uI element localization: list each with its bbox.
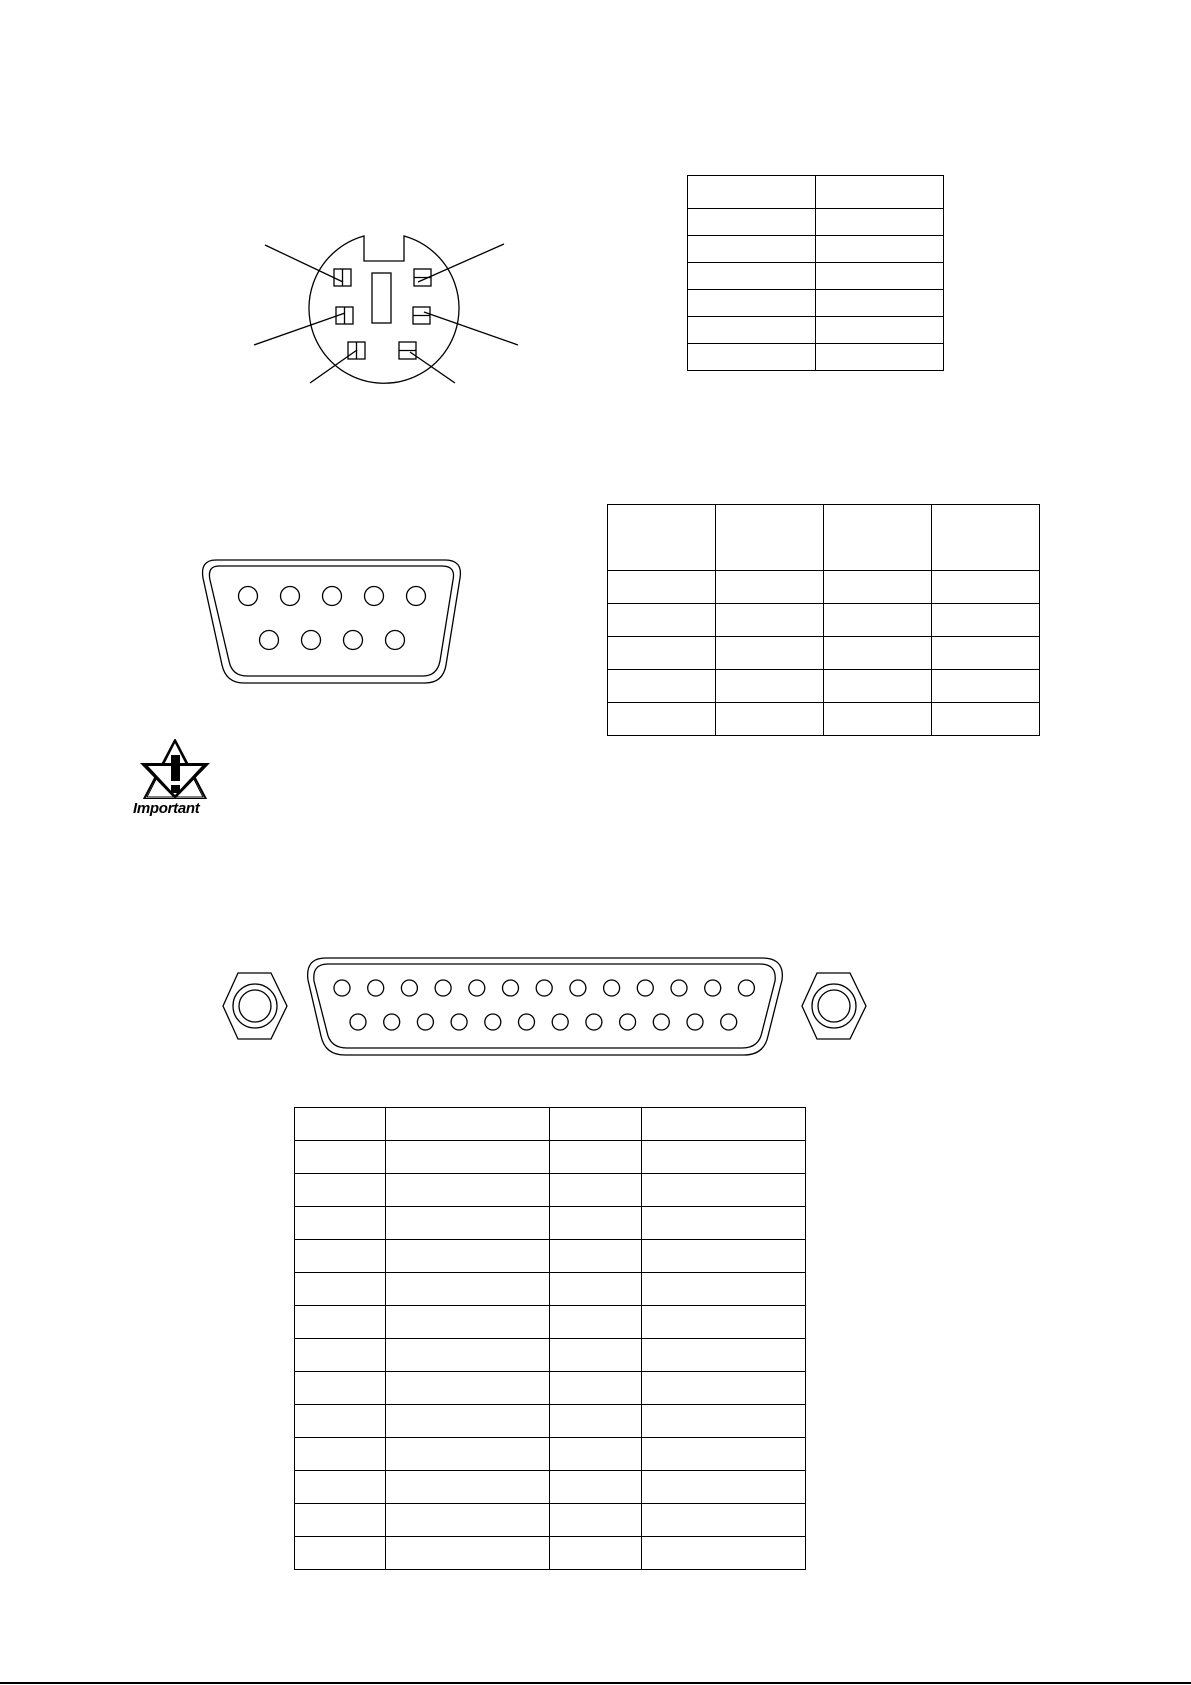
important-label: Important [133, 800, 200, 817]
table-header-cell [824, 505, 932, 571]
table-cell [386, 1207, 550, 1240]
table-cell [295, 1207, 386, 1240]
table-cell [295, 1504, 386, 1537]
connector-pin [620, 1014, 636, 1030]
table-cell [642, 1471, 806, 1504]
table-cell [386, 1174, 550, 1207]
table-cell [386, 1471, 550, 1504]
table-cell [816, 344, 944, 371]
table-row [295, 1240, 806, 1273]
table-cell [386, 1372, 550, 1405]
connector-pin [344, 631, 363, 650]
table-cell [688, 263, 816, 290]
table-cell [386, 1537, 550, 1570]
table-row [295, 1174, 806, 1207]
d-sub-9-pin-icon [198, 552, 468, 688]
table-cell [716, 571, 824, 604]
connector-pin [485, 1014, 501, 1030]
table-cell [642, 1306, 806, 1339]
table-row [295, 1207, 806, 1240]
table-cell [550, 1504, 642, 1537]
table-header-cell [386, 1108, 550, 1141]
warning-exclamation-icon [135, 739, 215, 799]
table-cell [386, 1306, 550, 1339]
table-cell [386, 1240, 550, 1273]
table-cell [688, 176, 816, 209]
table-row [295, 1471, 806, 1504]
table-header-cell [716, 505, 824, 571]
table-cell [642, 1207, 806, 1240]
connector-pin [384, 1014, 400, 1030]
table-cell [295, 1306, 386, 1339]
table-row [295, 1273, 806, 1306]
d-sub-25-pin-icon [220, 950, 870, 1060]
connector-pin [738, 980, 754, 996]
connector-pin [239, 587, 258, 606]
connector-pin [469, 980, 485, 996]
table-cell [550, 1240, 642, 1273]
connector-pin [451, 1014, 467, 1030]
table-cell [642, 1240, 806, 1273]
d-sub-9-pinout-table [607, 504, 1040, 736]
table-cell [550, 1438, 642, 1471]
table-cell [295, 1405, 386, 1438]
connector-pin [687, 1014, 703, 1030]
table-cell [642, 1537, 806, 1570]
connector-pin [653, 1014, 669, 1030]
table-cell [816, 209, 944, 236]
connector-pin [407, 587, 426, 606]
table-row [295, 1504, 806, 1537]
table-header-cell [642, 1108, 806, 1141]
table-cell [386, 1273, 550, 1306]
table-cell [688, 290, 816, 317]
table-cell [816, 290, 944, 317]
table-cell [295, 1174, 386, 1207]
connector-pin [386, 631, 405, 650]
table-cell [386, 1141, 550, 1174]
table-cell [550, 1471, 642, 1504]
connector-pin [350, 1014, 366, 1030]
connector-pin [586, 1014, 602, 1030]
table-cell [642, 1273, 806, 1306]
table-cell [932, 703, 1040, 736]
connector-pin [671, 980, 687, 996]
table-cell [550, 1405, 642, 1438]
table-cell [608, 703, 716, 736]
connector-pin [705, 980, 721, 996]
table-cell [642, 1339, 806, 1372]
table-cell [295, 1240, 386, 1273]
table-cell [816, 263, 944, 290]
table-cell [608, 637, 716, 670]
table-cell [608, 670, 716, 703]
table-row [295, 1405, 806, 1438]
table-cell [716, 670, 824, 703]
table-cell [295, 1141, 386, 1174]
table-cell [932, 670, 1040, 703]
table-cell [386, 1504, 550, 1537]
table-cell [295, 1438, 386, 1471]
table-row [295, 1306, 806, 1339]
connector-pin [435, 980, 451, 996]
table-cell [642, 1504, 806, 1537]
table-cell [642, 1141, 806, 1174]
table-row [295, 1372, 806, 1405]
connector-pin [503, 980, 519, 996]
table-cell [642, 1174, 806, 1207]
table-header-cell [295, 1108, 386, 1141]
connector-pin [637, 980, 653, 996]
table-cell [688, 344, 816, 371]
connector-pin [604, 980, 620, 996]
table-row [295, 1438, 806, 1471]
table-cell [824, 604, 932, 637]
connector-pin [401, 980, 417, 996]
table-cell [824, 670, 932, 703]
table-cell [642, 1372, 806, 1405]
table-cell [608, 571, 716, 604]
mini-din-pinout-table [687, 175, 944, 371]
table-cell [688, 236, 816, 263]
table-cell [295, 1372, 386, 1405]
table-row [295, 1339, 806, 1372]
table-row [295, 1108, 806, 1141]
connector-pin [536, 980, 552, 996]
table-cell [932, 571, 1040, 604]
table-cell [550, 1537, 642, 1570]
table-cell [550, 1207, 642, 1240]
connector-pin [323, 587, 342, 606]
connector-pin [519, 1014, 535, 1030]
connector-pin [281, 587, 300, 606]
table-cell [295, 1339, 386, 1372]
table-cell [386, 1339, 550, 1372]
table-cell [386, 1438, 550, 1471]
table-cell [295, 1537, 386, 1570]
table-cell [816, 317, 944, 344]
table-header-cell [550, 1108, 642, 1141]
table-cell [688, 209, 816, 236]
table-cell [608, 604, 716, 637]
table-cell [550, 1306, 642, 1339]
table-cell [824, 637, 932, 670]
table-header-cell [932, 505, 1040, 571]
page-bottom-rule [0, 1682, 1191, 1684]
table-header-cell [608, 505, 716, 571]
table-cell [550, 1339, 642, 1372]
connector-pin [552, 1014, 568, 1030]
table-cell [550, 1372, 642, 1405]
table-cell [816, 236, 944, 263]
table-cell [642, 1405, 806, 1438]
connector-pin [365, 587, 384, 606]
connector-pin [721, 1014, 737, 1030]
table-cell [816, 176, 944, 209]
connector-pin [417, 1014, 433, 1030]
table-row [295, 1141, 806, 1174]
d-sub-25-pinout-table [294, 1107, 806, 1570]
connector-pin [260, 631, 279, 650]
table-cell [550, 1174, 642, 1207]
table-cell [642, 1438, 806, 1471]
table-cell [932, 637, 1040, 670]
table-cell [295, 1273, 386, 1306]
connector-pin [302, 631, 321, 650]
table-cell [716, 604, 824, 637]
table-cell [688, 317, 816, 344]
table-cell [716, 703, 824, 736]
table-cell [716, 637, 824, 670]
table-cell [824, 703, 932, 736]
mini-din-6-pin-icon [240, 225, 530, 395]
table-cell [932, 604, 1040, 637]
connector-pin [368, 980, 384, 996]
table-cell [386, 1405, 550, 1438]
connector-pin [334, 980, 350, 996]
table-cell [550, 1273, 642, 1306]
table-cell [550, 1141, 642, 1174]
table-cell [295, 1471, 386, 1504]
table-row [295, 1537, 806, 1570]
table-cell [824, 571, 932, 604]
connector-pin [570, 980, 586, 996]
